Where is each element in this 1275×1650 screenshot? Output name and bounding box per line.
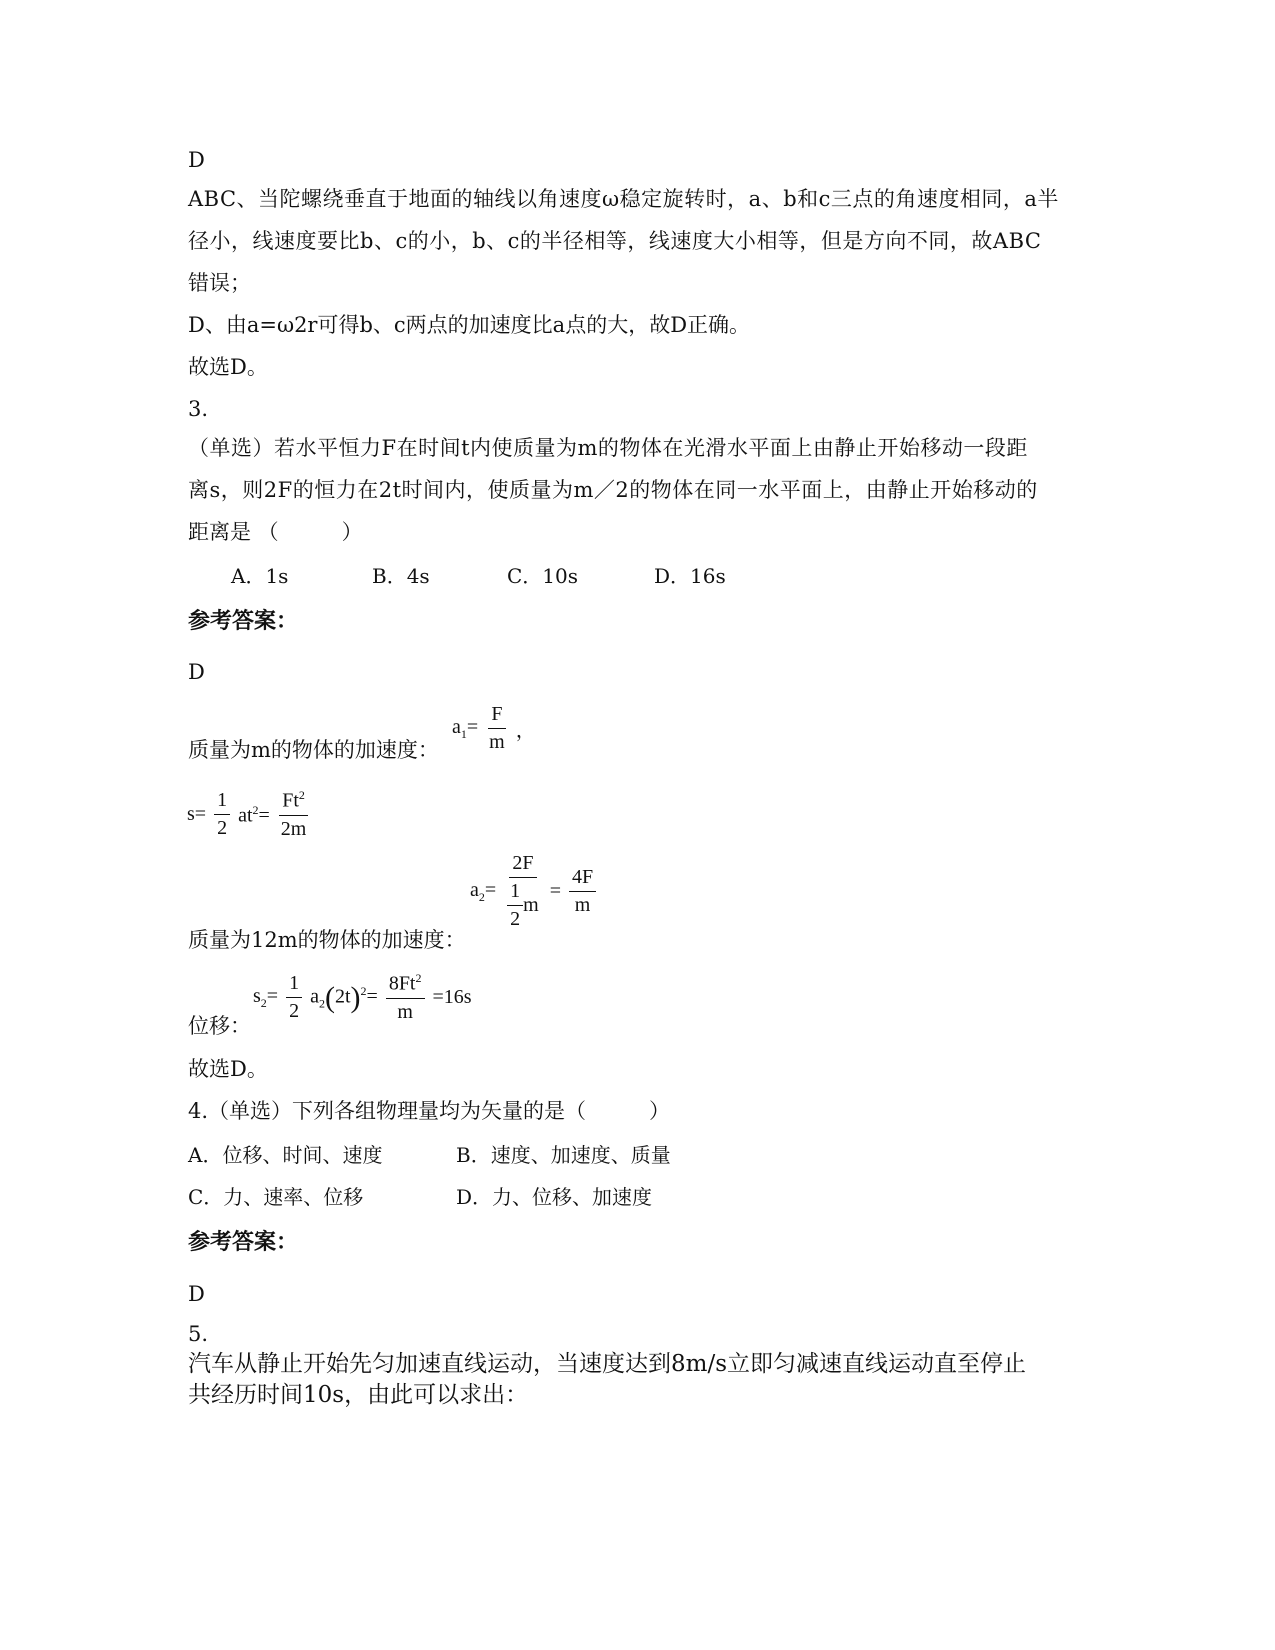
- q2-conclusion: 故选D。: [188, 355, 268, 379]
- q3-option-d: D．16s: [654, 564, 726, 588]
- q3-number: 3.: [188, 397, 209, 421]
- q4-answer-letter: D: [188, 1282, 205, 1306]
- q3-stem-line-1: （单选）若水平恒力F在时间t内使质量为m的物体在光滑水平面上由静止开始移动一段距: [188, 436, 1028, 460]
- q5-number: 5.: [188, 1322, 209, 1346]
- q3-option-a: A．1s: [231, 564, 289, 588]
- q3-option-c: C．10s: [507, 564, 579, 588]
- q3-answer-letter: D: [188, 660, 205, 684]
- q2-analysis-line-2: 径小，线速度要比b、c的小，b、c的半径相等，线速度大小相等，但是方向不同，故ABC: [188, 229, 1042, 253]
- equation-a1: $a_1=$ $\frac{F}{m}$ ，: [452, 703, 536, 753]
- q2-analysis-line-3: 错误；: [188, 271, 251, 295]
- q3-stem-line-3: 距离是 （ ）: [188, 520, 363, 544]
- q4-option-d: D．力、位移、加速度: [456, 1185, 653, 1209]
- q3-option-b: B．4s: [372, 564, 430, 588]
- q4-option-b: B．速度、加速度、质量: [456, 1143, 671, 1167]
- equation-a2: $a_2=$ 2F $\frac{1}{2}$ m = $\frac{4F}{m}$: [470, 852, 599, 931]
- equation-s2: $s_2=$ $\frac{1}{2}$ $a_2(2t)^2=$ $\frac{8Ft^2}{m}$ =16s: [253, 971, 472, 1023]
- q4-reference-answer-label: 参考答案：: [188, 1229, 299, 1255]
- q3-stem-line-2: 离s，则2F的恒力在2t时间内，使质量为m／2的物体在同一水平面上，由静止开始移动的: [188, 478, 1038, 502]
- q2-answer-letter: D: [188, 148, 205, 172]
- q3-conclusion: 故选D。: [188, 1057, 268, 1081]
- q3-solution-label-1: 质量为m的物体的加速度：: [188, 738, 439, 762]
- q3-solution-label-4: 位移：: [188, 1014, 251, 1038]
- q4-option-a: A．位移、时间、速度: [188, 1143, 383, 1167]
- q2-analysis-line-4: D、由a=ω2r可得b、c两点的加速度比a点的大，故D正确。: [188, 313, 751, 337]
- q2-analysis-line-1: ABC、当陀螺绕垂直于地面的轴线以角速度ω稳定旋转时，a、b和c三点的角速度相同，a半: [188, 187, 1059, 211]
- q3-reference-answer-label: 参考答案：: [188, 608, 299, 634]
- q5-stem-line-2: 共经历时间10s，由此可以求出：: [188, 1382, 529, 1408]
- q3-solution-label-3: 质量为12m的物体的加速度：: [188, 928, 466, 952]
- q4-option-c: C．力、速率、位移: [188, 1185, 364, 1209]
- equation-s: s= $\frac{1}{2}$ $at^2=$ $\frac{Ft^2}{2m}$: [187, 788, 307, 840]
- q4-stem: 4.（单选）下列各组物理量均为矢量的是（ ）: [188, 1099, 671, 1123]
- q5-stem-line-1: 汽车从静止开始先匀加速直线运动，当速度达到8m/s立即匀减速直线运动直至停止: [188, 1351, 1026, 1377]
